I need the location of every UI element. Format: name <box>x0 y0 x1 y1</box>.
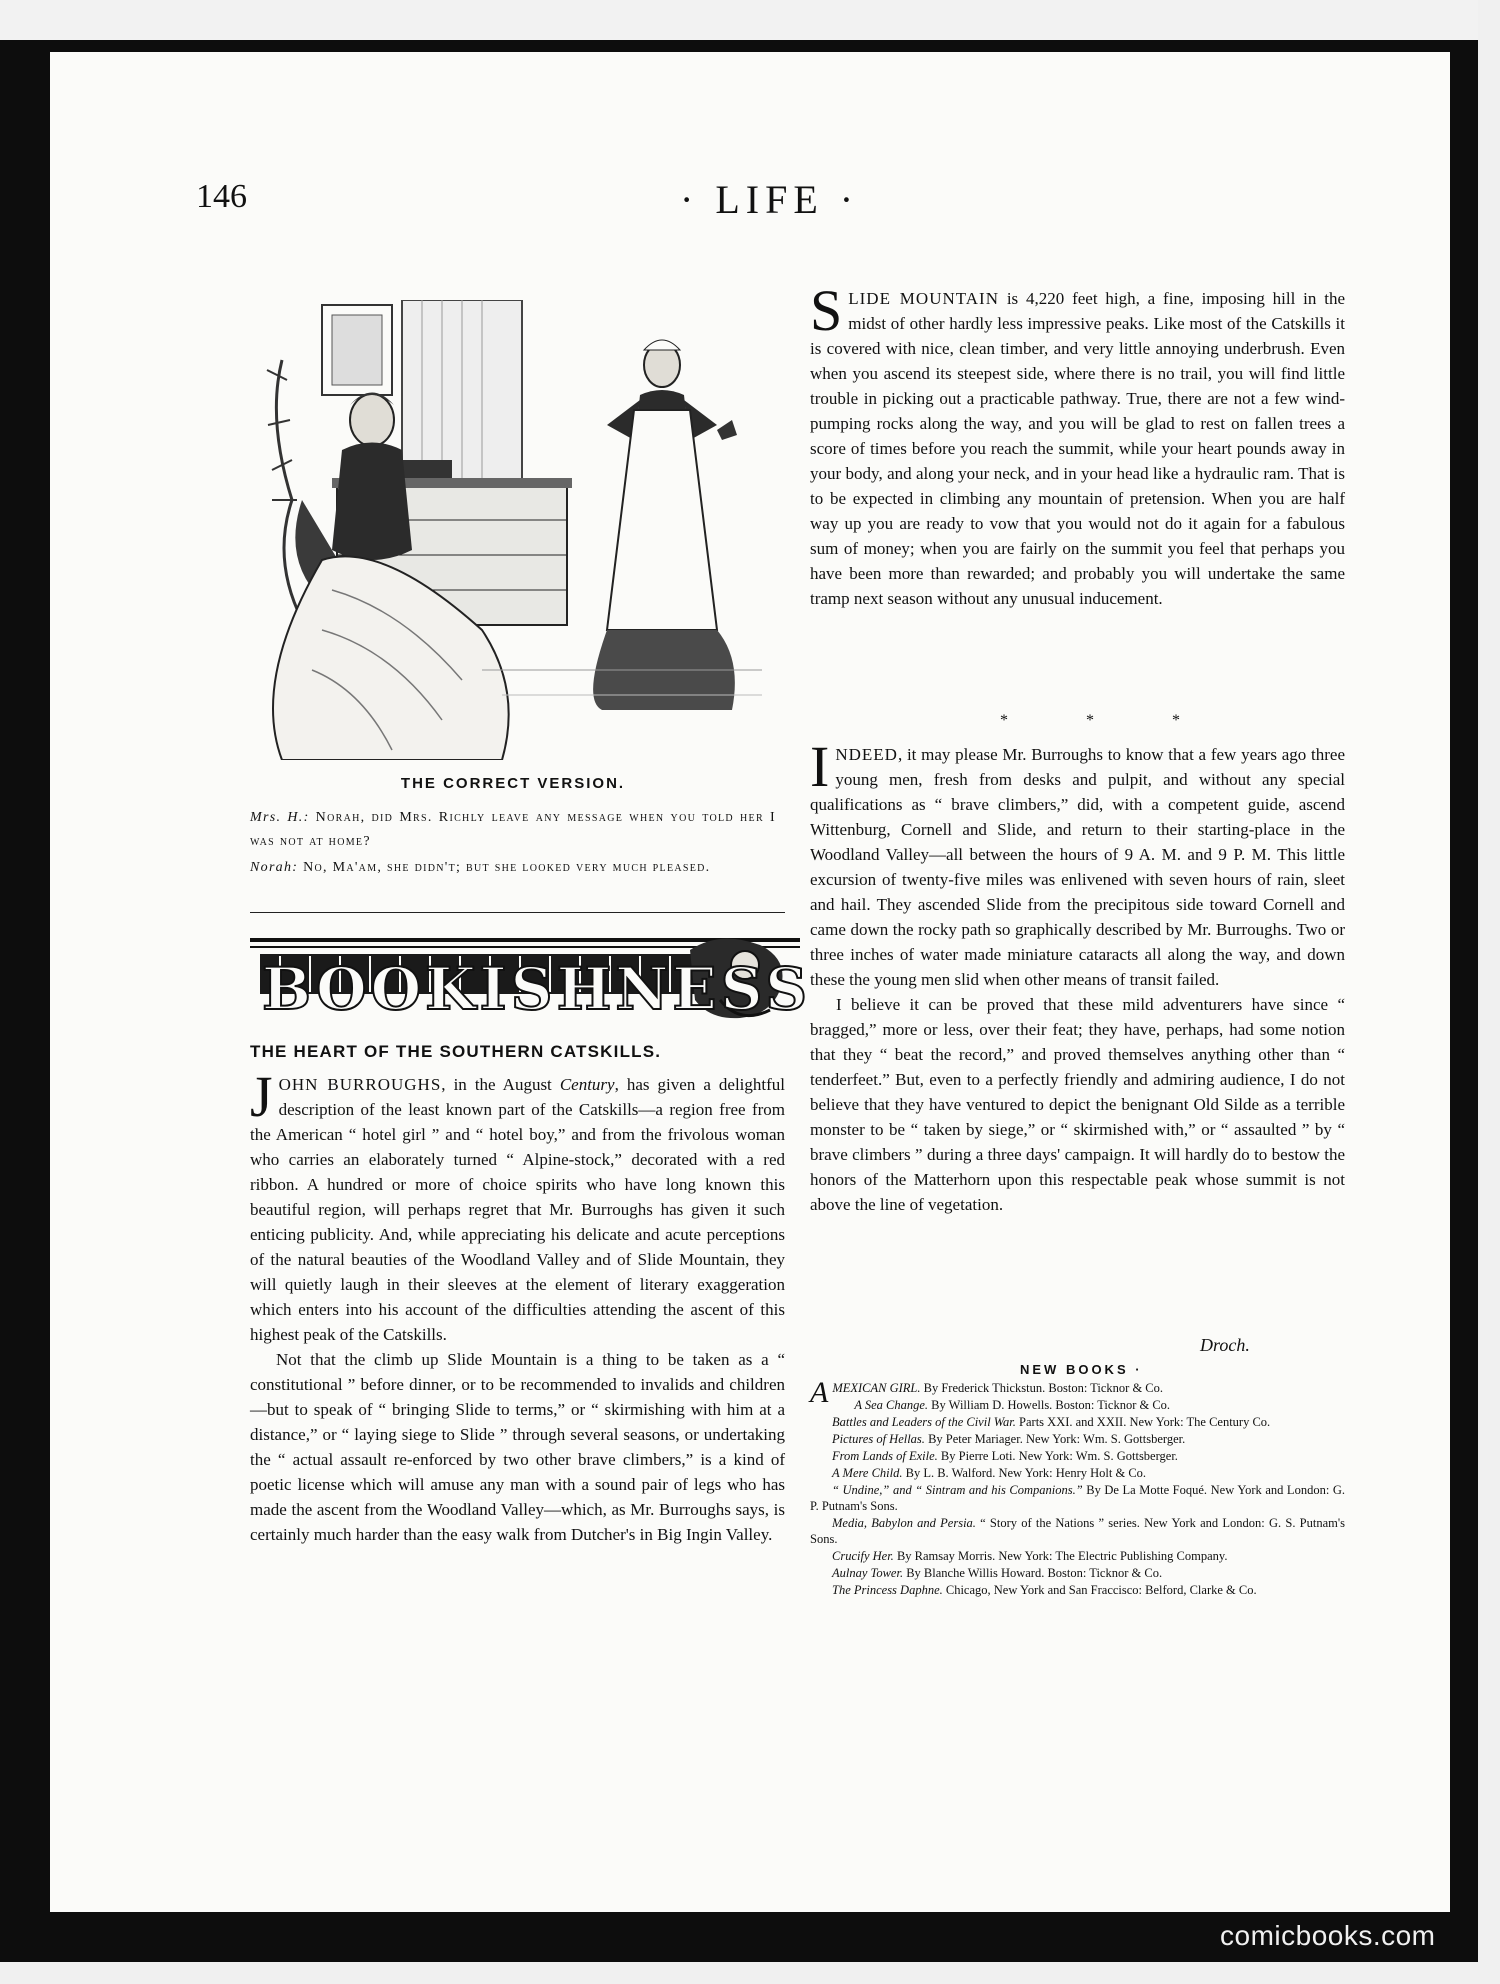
book-entry <box>810 1515 1345 1547</box>
book-entry <box>810 1397 1345 1413</box>
bookishness-banner-text: BOOKISHNESS <box>262 955 812 1023</box>
article-paragraph: Not that the climb up Slide Mountain is a thing to be taken as a “ constitutional ” before dinner, or to be recommended to invalids and children—but to speak of “ bringing Slide to terms,” or “ skirmishing with him at a distance,” or “ laying siege to Slide ” through several seasons, or undertaking the “ actual assault re-enforced by two other brave climbers,” is a kind of poetic license which will amuse any man with a sound pair of legs who has made the ascent from the Woodland Valley—which, as Mr. Burroughs says, is certainly much harder than the easy walk from Dutcher's in Big Ingin Valley. <box>250 1350 785 1544</box>
book-entry <box>810 1431 1345 1447</box>
caption-speaker: Mrs. H.: <box>250 810 310 825</box>
paragraph-text: , it may please Mr. Burroughs to know that a few years ago three young men, fresh from desks and pulpit, and without any special qualifications as “ brave climbers,” did, with a competent guide, ascend Wittenburg, Cornell and Slide, and return to their starting-place in the Woodland Valley—all between the hours of 9 A. M. and 9 P. M. This little excursion of twenty-five miles was enlivened with seven hours of rain, sleet and hail. They ascended Slide from the precipitous side toward Cornell and came down the rocky path so graphically described by Mr. Burroughs. Two or three inches of water made miniature cataracts all along the way, and down these the young men slid when other means of transit failed. <box>810 745 1345 989</box>
drop-cap: I <box>810 734 830 799</box>
article-paragraph: I believe it can be proved that these mild adventurers have since “ bragged,” more or less, over their feat; they have, perhaps, had some notion that they “ beat the record,” and proved themselves anything other than “ tenderfeet.” But, even to a perfectly friendly and admiring audience, I do not believe that they have ventured to depict the benignant Old Silde as a terrible monster to be “ taken by siege,” or “ skirmished with,” or “ assaulted ” by “ brave climbers ” during a three days' campaign. It will hardly do to bestow the honors of the Matterhorn upon this respectable peak whose summit is not above the line of vegetation. <box>810 995 1345 1214</box>
caption-title: THE CORRECT VERSION. <box>400 775 626 792</box>
book-title: A Mere Child. <box>832 1466 903 1480</box>
section-asterisms <box>1000 712 1180 730</box>
book-details: By De La Motte Foqué. New York and London: G. P. Putnam's Sons. <box>810 1483 1346 1513</box>
asterism: * <box>1086 712 1094 729</box>
caption-text: No, Ma'am, she didn't; but she looked very much pleased. <box>303 860 711 875</box>
caption-line <box>250 806 776 854</box>
new-books-heading: NEW BOOKS · <box>1020 1362 1143 1377</box>
article-paragraph <box>810 278 1346 611</box>
paragraph-text: , in the August <box>441 1075 560 1094</box>
scan-edge-bottom <box>0 1962 1500 1984</box>
book-title: Crucify Her. <box>832 1549 894 1563</box>
section-divider <box>250 912 785 913</box>
article-paragraph <box>810 734 1345 992</box>
drop-cap: S <box>810 278 843 343</box>
book-details: By Blanche Willis Howard. Boston: Ticknor & Co. <box>903 1566 1163 1580</box>
book-title: MEXICAN GIRL. <box>832 1381 921 1395</box>
book-details: By Frederick Thickstun. Boston: Ticknor & Co. <box>920 1381 1164 1395</box>
book-title: Aulnay Tower. <box>832 1566 904 1580</box>
book-entry <box>810 1482 1345 1514</box>
book-entry <box>810 1448 1345 1464</box>
article-heading: THE HEART OF THE SOUTHERN CATSKILLS. <box>250 1042 662 1061</box>
magazine-title: Century <box>559 1075 615 1094</box>
lead-words: LIDE MOUNTAIN <box>848 289 999 308</box>
book-title: A Sea Change. <box>854 1398 929 1412</box>
article-paragraph <box>250 1064 786 1347</box>
book-entry <box>810 1465 1345 1481</box>
book-initial: A <box>810 1376 829 1409</box>
book-details: By Ramsay Morris. New York: The Electric Publishing Company. <box>893 1549 1228 1563</box>
book-title: The Princess Daphne. <box>832 1583 943 1597</box>
book-title: Battles and Leaders of the Civil War. <box>832 1415 1016 1429</box>
book-details: By William D. Howells. Boston: Ticknor & Co. <box>928 1398 1171 1412</box>
book-title: From Lands of Exile. <box>832 1449 938 1463</box>
book-details: Parts XXI. and XXII. New York: The Century Co. <box>1015 1415 1271 1429</box>
article-body-right <box>810 278 1346 611</box>
page-number: 146 <box>196 178 247 215</box>
book-title: “ Undine,” and “ Sintram and his Companions.” <box>832 1483 1083 1497</box>
article-body-left <box>250 1064 786 1547</box>
book-entry <box>810 1414 1345 1430</box>
book-details: Chicago, New York and San Fraccisco: Belford, Clarke & Co. <box>942 1583 1257 1597</box>
source-watermark: comicbooks.com <box>1220 1920 1436 1951</box>
asterism: * <box>1000 712 1008 729</box>
book-entry <box>810 1565 1345 1581</box>
caption-text: Norah, did Mrs. Richly leave any message when you told her I was not at home? <box>250 810 776 849</box>
asterism: * <box>1172 712 1180 729</box>
book-title: Pictures of Hellas. <box>832 1432 925 1446</box>
book-entry <box>810 1548 1345 1564</box>
caption-speaker: Norah: <box>250 860 299 875</box>
caption-line <box>250 856 776 880</box>
scan-edge-right <box>1478 0 1500 1984</box>
paragraph-text: , has given a delightful description of the least known part of the Catskills—a region free from the American “ hotel girl ” and “ hotel boy,” and from the frivolous woman who carries an elaborately turned “ Alpine-stock,” decorated with a red ribbon. A hundred or more of choice spirits who have long known this beautiful region, will perhaps regret that Mr. Burroughs has given it such enticing publicity. And, while appreciating his delicate and acute perceptions of the natural beauties of the Woodland Valley and of Slide Mountain, they will quietly laugh in their sleeves at the element of literary exaggeration which enters into his account of the difficulties attending the ascent of this highest peak of the Catskills. <box>250 1075 786 1344</box>
article-body-right-continued <box>810 734 1345 1217</box>
book-details: “ Story of the Nations ” series. New York and London: G. S. Putnam's Sons. <box>810 1516 1345 1546</box>
scan-edge-top <box>0 0 1500 40</box>
lead-words: NDEED <box>835 745 898 764</box>
book-entry <box>810 1582 1345 1598</box>
new-books-list <box>810 1376 1346 1599</box>
paragraph-text: is 4,220 feet high, a fine, imposing hill in the midst of other hardly less impressive peaks. Like most of the Catskills it is covered with nice, clean timber, and very little annoying underbrush. Even when you ascend its steepest side, where there is no trail, you will find little trouble in picking out a practicable pathway. True, there are not a few wind-pumping rocks along the way, and you will be glad to rest on fallen trees a score of times before you reach the summit, while your heart pounds away in your body, and along your neck, and in your head like a hydraulic ram. That is to be expected in climbing any mountain of pretension. When you are half way up you are ready to vow that you would not do it again for a fabulous sum of money; when you are fairly on the summit you feel that perhaps you have been more than rewarded; and probably you will undertake the same tramp next season without any unusual inducement. <box>810 289 1346 608</box>
lead-words: OHN BURROUGHS <box>278 1075 442 1094</box>
masthead-title: · LIFE · <box>680 177 860 222</box>
author-signature: Droch. <box>1200 1335 1250 1355</box>
book-details: By L. B. Walford. New York: Henry Holt & Co. <box>902 1466 1147 1480</box>
drop-cap: J <box>250 1064 273 1129</box>
book-title: Media, Babylon and Persia. <box>832 1516 976 1530</box>
book-details: By Pierre Loti. New York: Wm. S. Gottsberger. <box>937 1449 1178 1463</box>
book-details: By Peter Mariager. New York: Wm. S. Gottsberger. <box>924 1432 1186 1446</box>
drawing-woman-and-maid-icon <box>262 300 762 760</box>
